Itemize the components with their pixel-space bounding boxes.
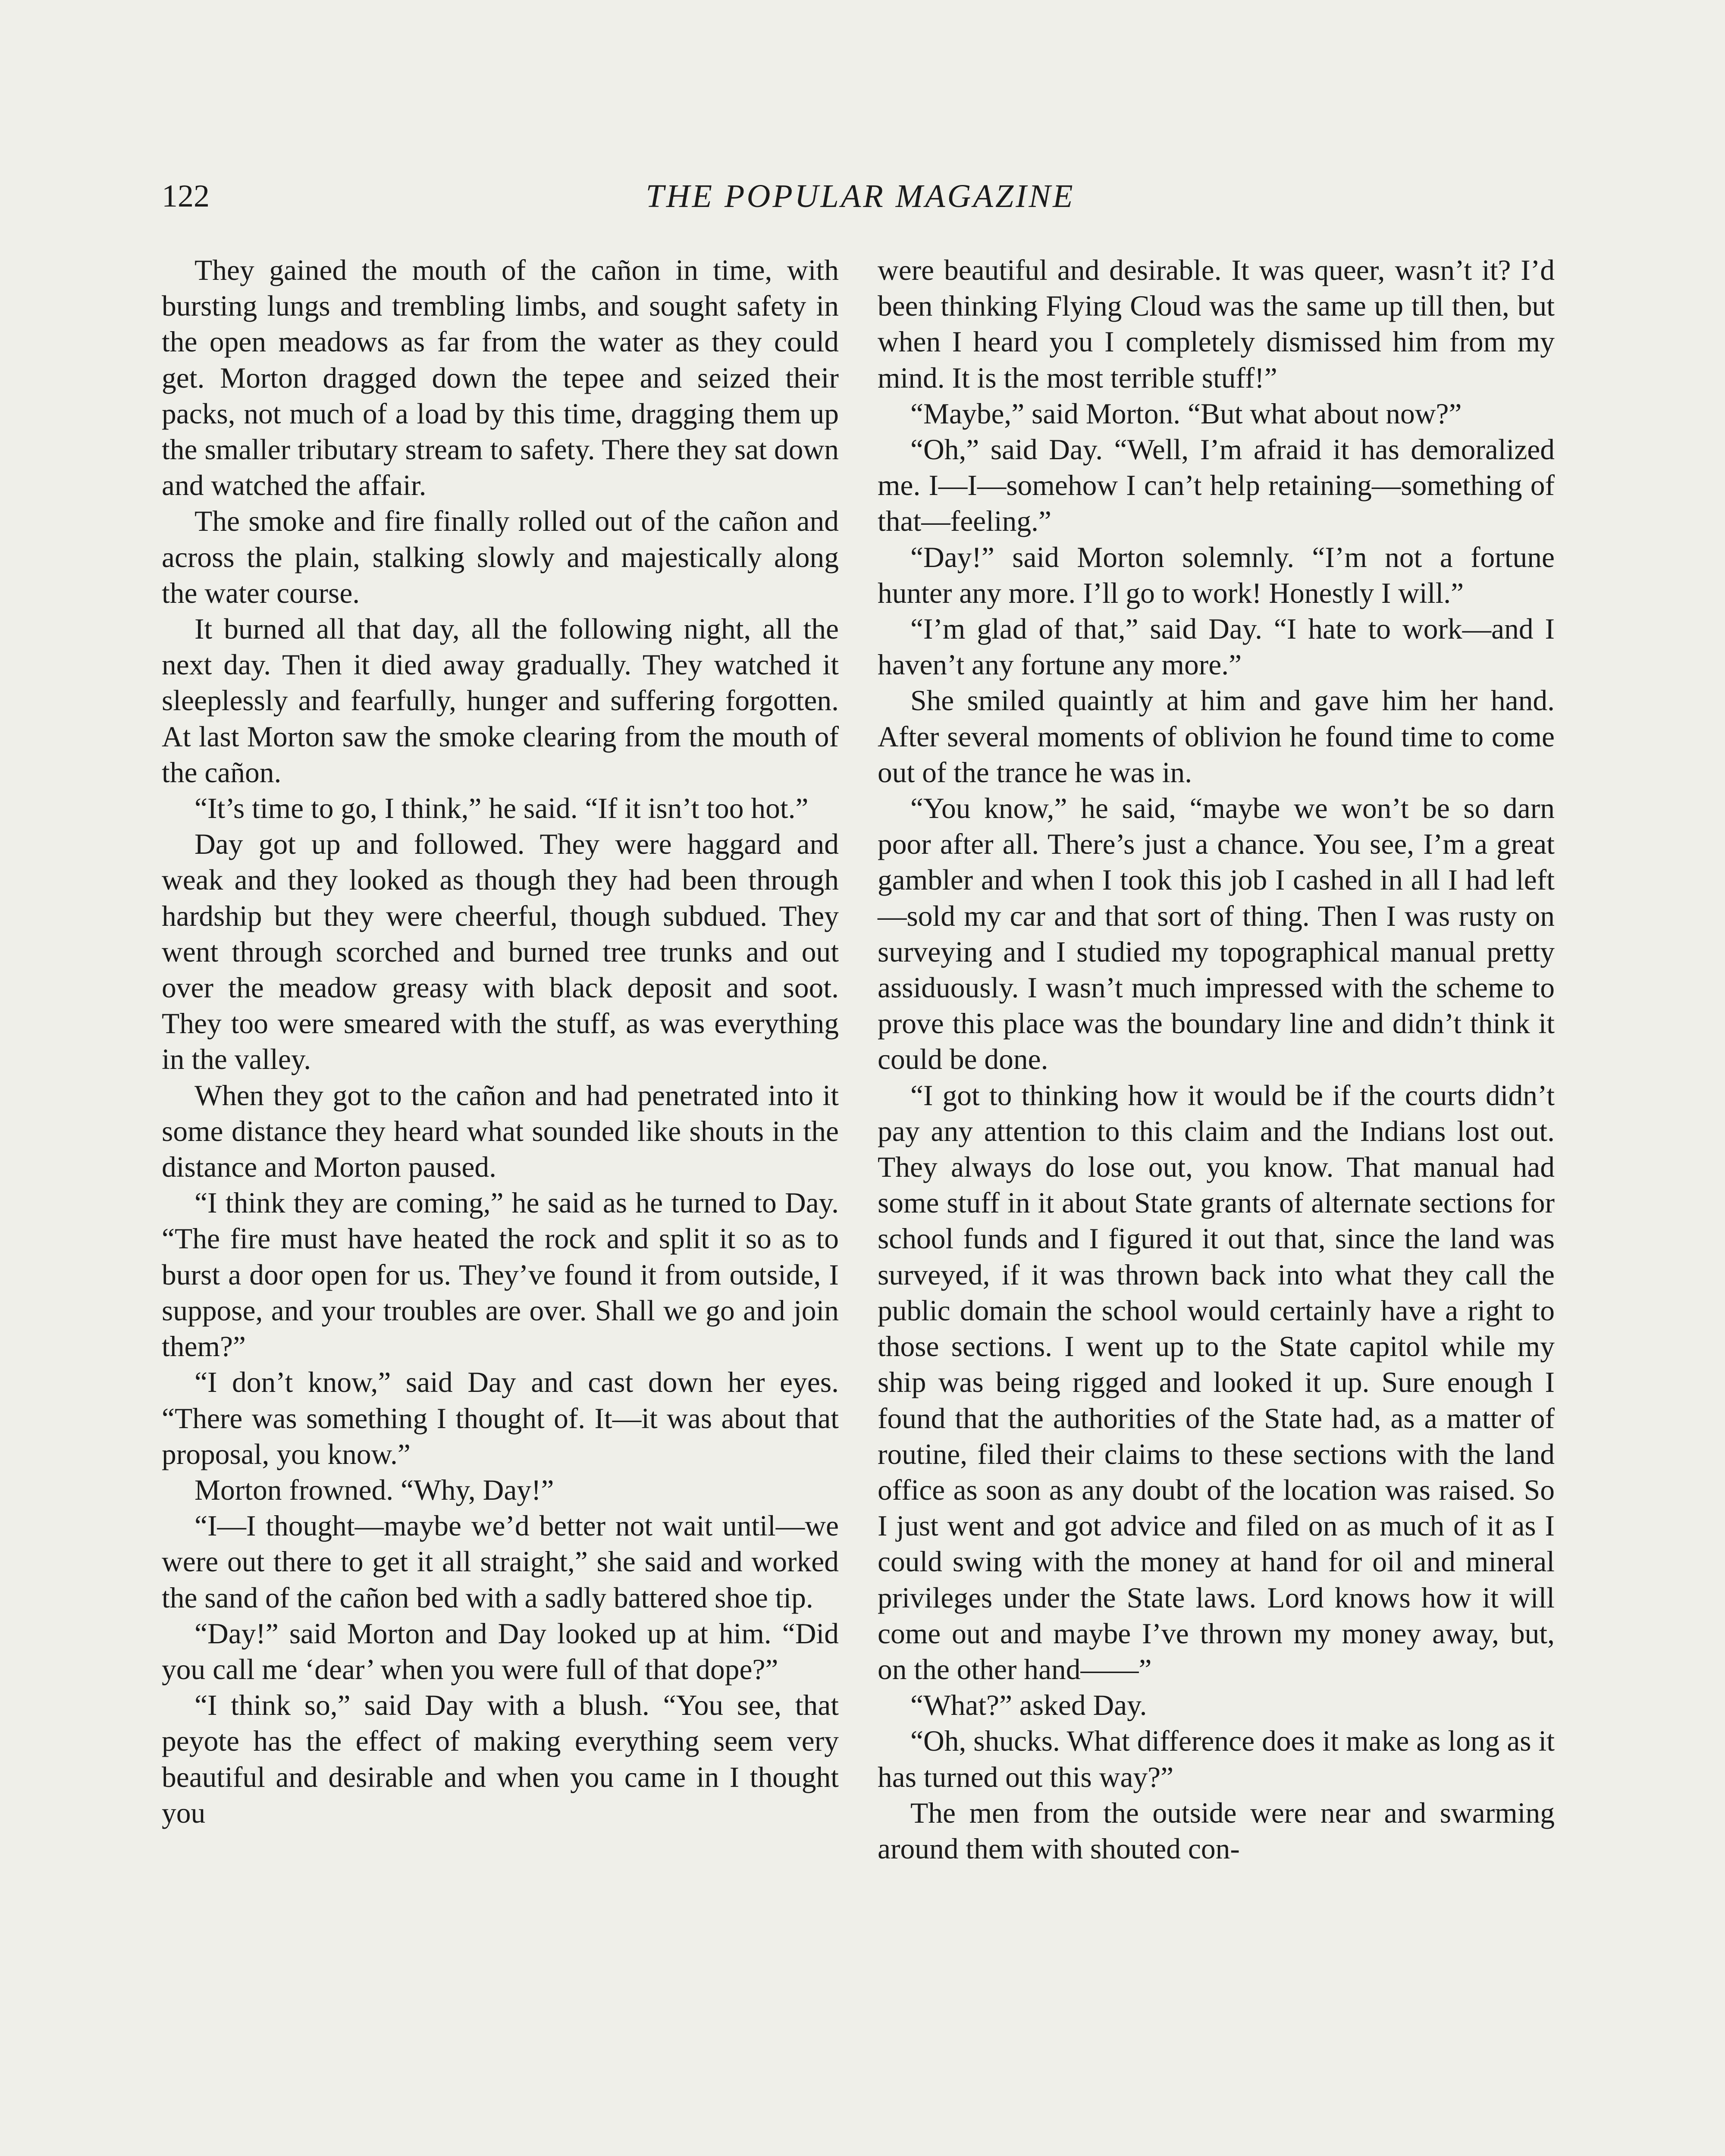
paragraph-continued: were beautiful and desirable. It was queer, wasn’t it? I’d been thinking Flying Cloud was the same up till then, but when I heard you I completely dismissed him from my mind. It is the most terrible stuff!” [878, 254, 1555, 394]
paragraph: “It’s time to go, I think,” he said. “If it isn’t too hot.” [194, 792, 809, 825]
paragraph: They gained the mouth of the cañon in time, with bursting lungs and trembling limbs, and sought safety in the open meadows as far from the water as they could get. Morton dragged down the tepee and seized their packs, not much of a load by this time, dragging them up the smaller tributary stream to safety. There they sat down and watched the affair. [162, 254, 839, 502]
page-header [162, 175, 1559, 226]
paragraph: “Day!” said Morton and Day looked up at him. “Did you call me ‘dear’ when you were full of that dope?” [162, 1617, 839, 1686]
paragraph: The men from the outside were near and swarming around them with shouted con- [878, 1796, 1555, 1865]
paragraph: “I—I thought—maybe we’d better not wait until—we were out there to get it all straight,” she said and worked the sand of the cañon bed with a sadly battered shoe tip. [162, 1510, 839, 1614]
paragraph: “Maybe,” said Morton. “But what about now?” [910, 397, 1462, 430]
paragraph: “Oh,” said Day. “Well, I’m afraid it has demoralized me. I—I—somehow I can’t help retaining—something of that—feeling.” [878, 433, 1555, 538]
paragraph: The smoke and fire finally rolled out of the cañon and across the plain, stalking slowly and majestically along the water course. [162, 505, 839, 609]
paragraph: “I don’t know,” said Day and cast down her eyes. “There was something I thought of. It—it was about that proposal, you know.” [162, 1366, 839, 1470]
paragraph: She smiled quaintly at him and gave him her hand. After several moments of oblivion he found time to come out of the trance he was in. [878, 684, 1555, 789]
paragraph: “I think so,” said Day with a blush. “You see, that peyote has the effect of making everything seem very beautiful and desirable and when you came in I thought you [162, 1689, 839, 1829]
paragraph: “You know,” he said, “maybe we won’t be so darn poor after all. There’s just a chance. You see, I’m a great gambler and when I took this job I cashed in all I had left—sold my car and that sort of thing. Then I was rusty on surveying and I studied my topographical manual pretty assiduously. I wasn’t much impressed with the scheme to prove this place was the boundary line and didn’t think it could be done. [878, 792, 1555, 1076]
paragraph: When they got to the cañon and had penetrated into it some distance they heard what sounded like shouts in the distance and Morton paused. [162, 1079, 839, 1184]
paragraph: “I got to thinking how it would be if the courts didn’t pay any attention to this claim and the Indians lost out. They always do lose out, you know. That manual had some stuff in it about State grants of alternate sections for school funds and I figured it out that, since the land was surveyed, if it was thrown back into what they call the public domain the school would certainly have a right to those sections. I went up to the State capitol while my ship was being rigged and looked it up. Sure enough I found that the authorities of the State had, as a matter of routine, filed their claims to these sections with the land office as soon as any doubt of the location was raised. So I just went and got advice and filed on as much of it as I could swing with the money at hand for oil and mineral privileges under the State laws. Lord knows how it will come out and maybe I’ve thrown my money away, but, on the other hand——” [878, 1079, 1555, 1686]
page-number: 122 [162, 179, 210, 214]
paragraph: “Oh, shucks. What difference does it make as long as it has turned out this way?” [878, 1725, 1555, 1793]
paragraph: “I think they are coming,” he said as he turned to Day. “The fire must have heated the rock and split it so as to burst a door open for us. They’ve found it from outside, I suppose, and your troubles are over. Shall we go and join them?” [162, 1187, 839, 1363]
paragraph: Day got up and followed. They were haggard and weak and they looked as though they had been through hardship but they were cheerful, though subdued. They went through scorched and burned tree trunks and out over the meadow greasy with black deposit and soot. They too were smeared with the stuff, as was everything in the valley. [162, 828, 839, 1076]
paragraph: “I’m glad of that,” said Day. “I hate to work—and I haven’t any fortune any more.” [878, 613, 1555, 681]
right-column [878, 252, 1555, 1867]
paragraph: It burned all that day, all the following night, all the next day. Then it died away gradually. They watched it sleeplessly and fearfully, hunger and suffering forgotten. At last Morton saw the smoke clearing from the mouth of the cañon. [162, 613, 839, 789]
running-title: THE POPULAR MAGAZINE [646, 178, 1075, 214]
paragraph: “What?” asked Day. [910, 1689, 1147, 1722]
paragraph: Morton frowned. “Why, Day!” [194, 1473, 554, 1506]
left-column [162, 252, 839, 1831]
paragraph: “Day!” said Morton solemnly. “I’m not a fortune hunter any more. I’ll go to work! Honestly I will.” [878, 541, 1555, 609]
